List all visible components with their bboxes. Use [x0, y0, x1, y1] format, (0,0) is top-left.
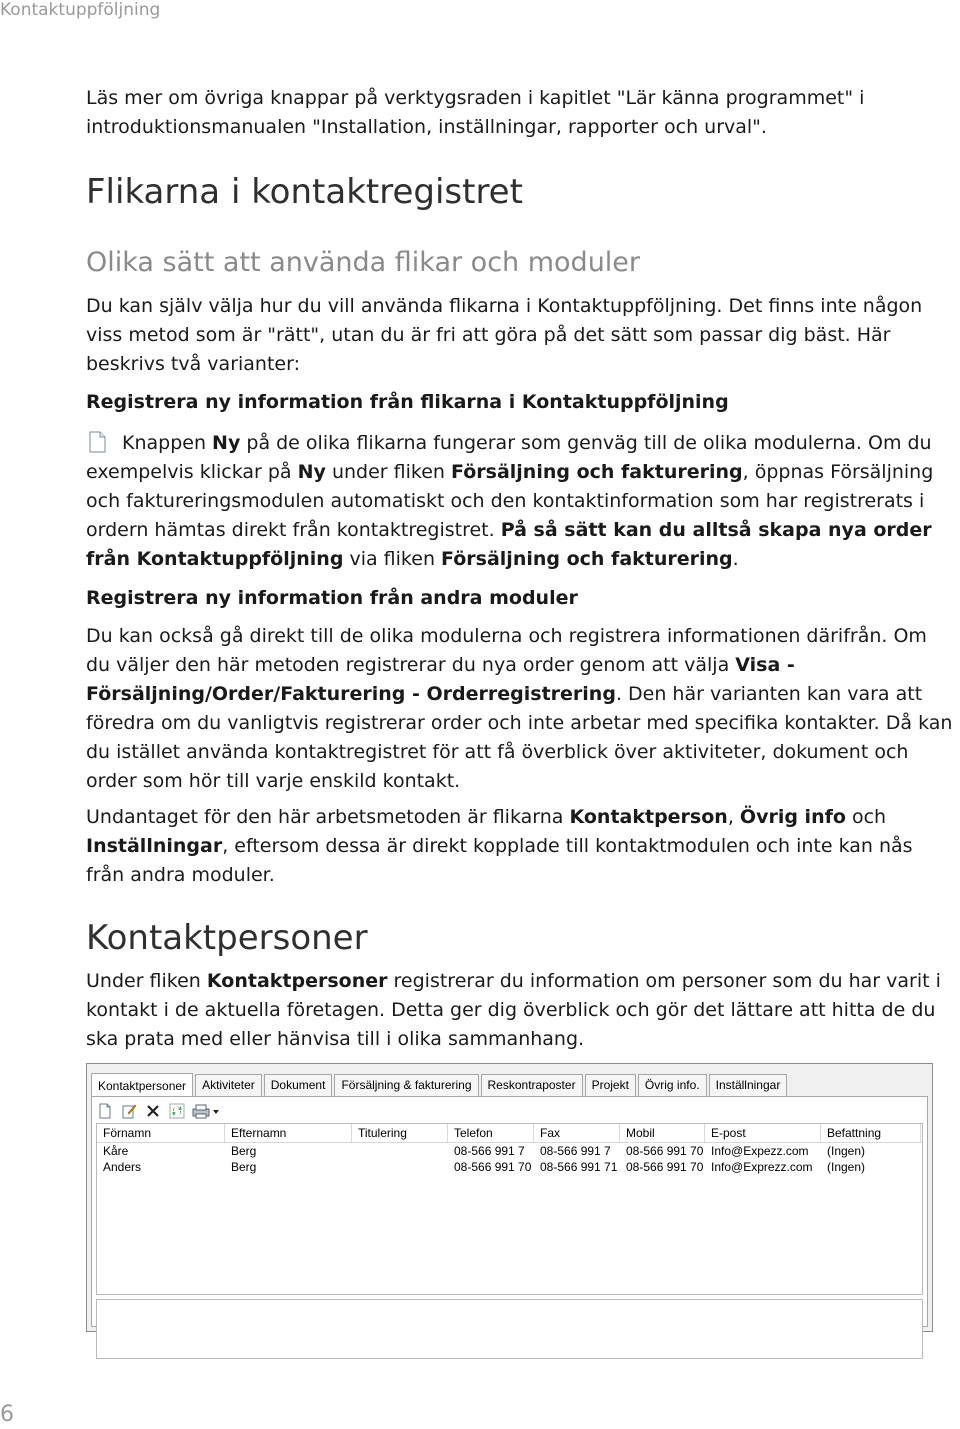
column-mobil[interactable]: Mobil: [620, 1124, 705, 1142]
notes-box[interactable]: [96, 1299, 923, 1359]
list-header: [97, 1124, 922, 1143]
tab-projekt[interactable]: Projekt: [585, 1074, 636, 1096]
delete-icon[interactable]: [144, 1102, 162, 1120]
refresh-icon[interactable]: [168, 1102, 186, 1120]
intro-paragraph: Läs mer om övriga knappar på verktygsraden i kapitlet "Lär känna programmet" i introduktionsmanualen "Installation, inställningar, rapporter och urval".: [86, 87, 865, 138]
page-number: 6: [0, 1402, 14, 1427]
new-document-icon: [86, 431, 108, 453]
column-epost[interactable]: E-post: [705, 1124, 821, 1142]
toolbar: [96, 1101, 222, 1121]
tab-panel: [91, 1096, 928, 1327]
cell-fornamn: Kåre: [103, 1144, 129, 1158]
cell-epost: Info@Exprezz.com: [711, 1160, 813, 1174]
tab-ovrig-info[interactable]: Övrig info.: [638, 1074, 707, 1096]
cell-efternamn: Berg: [231, 1144, 257, 1158]
cell-mobil: 08-566 991 70: [626, 1144, 704, 1158]
exception-paragraph: Undantaget för den här arbetsmetoden är flikarna Kontaktperson, Övrig info och Inställningar, eftersom dessa är direkt kopplade till kontaktmodulen och inte kan nås från andra moduler.: [86, 806, 913, 886]
table-row[interactable]: [97, 1159, 922, 1175]
column-fax[interactable]: Fax: [534, 1124, 620, 1142]
contacts-paragraph: Under fliken Kontaktpersoner registrerar du information om personer som du har varit i kontakt i de aktuella företagen. Detta ger dig överblick och gör det lättare att hitta de du ska prata med eller hänvisa till i olika sammanhang.: [86, 970, 941, 1050]
cell-efternamn: Berg: [231, 1160, 257, 1174]
column-efternamn[interactable]: Efternamn: [225, 1124, 352, 1142]
cell-epost: Info@Expezz.com: [711, 1144, 809, 1158]
column-befattning[interactable]: Befattning: [821, 1124, 921, 1142]
print-icon[interactable]: [192, 1102, 222, 1120]
modules2-paragraph: Du kan också gå direkt till de olika modulerna och registrera informationen därifrån. Om du väljer den här metoden registrerar du nya order genom att välja Visa - Försäljning/Order/Fakturering - Orderregistrering. Den här varianten kan vara att föredra om du vanligtvis registrerar order och inte arbetar med specifika kontakter. Då kan du istället använda kontaktregistret för att få överblick över aktiviteter, dokument och order som hör till varje enskild kontakt.: [86, 625, 953, 792]
tab-reskontraposter[interactable]: Reskontraposter: [481, 1074, 583, 1096]
cell-befattning: (Ingen): [827, 1144, 866, 1158]
modules-paragraph: Du kan själv välja hur du vill använda flikarna i Kontaktuppföljning. Det finns inte någon viss metod som är "rätt", utan du är fri att göra på det sätt som passar dig bäst. Här beskrivs två varianter:: [86, 295, 923, 375]
cell-mobil: 08-566 991 70: [626, 1160, 704, 1174]
heading-registrera-moduler: Registrera ny information från andra moduler: [86, 587, 578, 609]
contacts-window-screenshot: [86, 1063, 933, 1332]
tab-installningar[interactable]: Inställningar: [709, 1074, 788, 1096]
cell-befattning: (Ingen): [827, 1160, 866, 1174]
tab-forsaljning[interactable]: Försäljning & fakturering: [334, 1074, 478, 1096]
tab-strip: [91, 1070, 789, 1096]
cell-fornamn: Anders: [103, 1160, 142, 1174]
cell-titulering: [352, 1159, 448, 1175]
heading-olika-satt: Olika sätt att använda flikar och moduler: [86, 247, 641, 278]
cell-titulering: [352, 1143, 448, 1159]
table-row[interactable]: [97, 1143, 922, 1159]
contacts-list: [96, 1123, 923, 1295]
tab-dokument[interactable]: Dokument: [264, 1074, 333, 1096]
tab-kontaktpersoner[interactable]: Kontaktpersoner: [91, 1073, 193, 1097]
tab-aktiviteter[interactable]: Aktiviteter: [195, 1074, 262, 1096]
heading-registrera-flikar: Registrera ny information från flikarna i Kontaktuppföljning: [86, 391, 729, 413]
column-fornamn[interactable]: Förnamn: [97, 1124, 225, 1142]
cell-fax: 08-566 991 7: [540, 1144, 611, 1158]
cell-telefon: 08-566 991 70: [454, 1160, 532, 1174]
edit-icon[interactable]: [120, 1102, 138, 1120]
new-icon[interactable]: [96, 1102, 114, 1120]
column-titulering[interactable]: Titulering: [352, 1124, 448, 1142]
cell-fax: 08-566 991 71: [540, 1160, 618, 1174]
column-telefon[interactable]: Telefon: [448, 1124, 534, 1142]
running-header: Kontaktuppföljning: [0, 0, 161, 20]
heading-flikarna: Flikarna i kontaktregistret: [86, 172, 523, 212]
cell-telefon: 08-566 991 7: [454, 1144, 525, 1158]
heading-kontaktpersoner: Kontaktpersoner: [86, 918, 368, 958]
ny-paragraph: Knappen Ny på de olika flikarna fungerar som genväg till de olika modulerna. Om du exempelvis klickar på Ny under fliken Försäljning och fakturering, öppnas Försäljning och faktureringsmodulen automatiskt och den kontaktinformation som har registrerats i ordern hämtas direkt från kontaktregistret. På så sätt kan du alltså skapa nya order från Kontaktuppföljning via fliken Försäljning och fakturering.: [86, 432, 934, 570]
